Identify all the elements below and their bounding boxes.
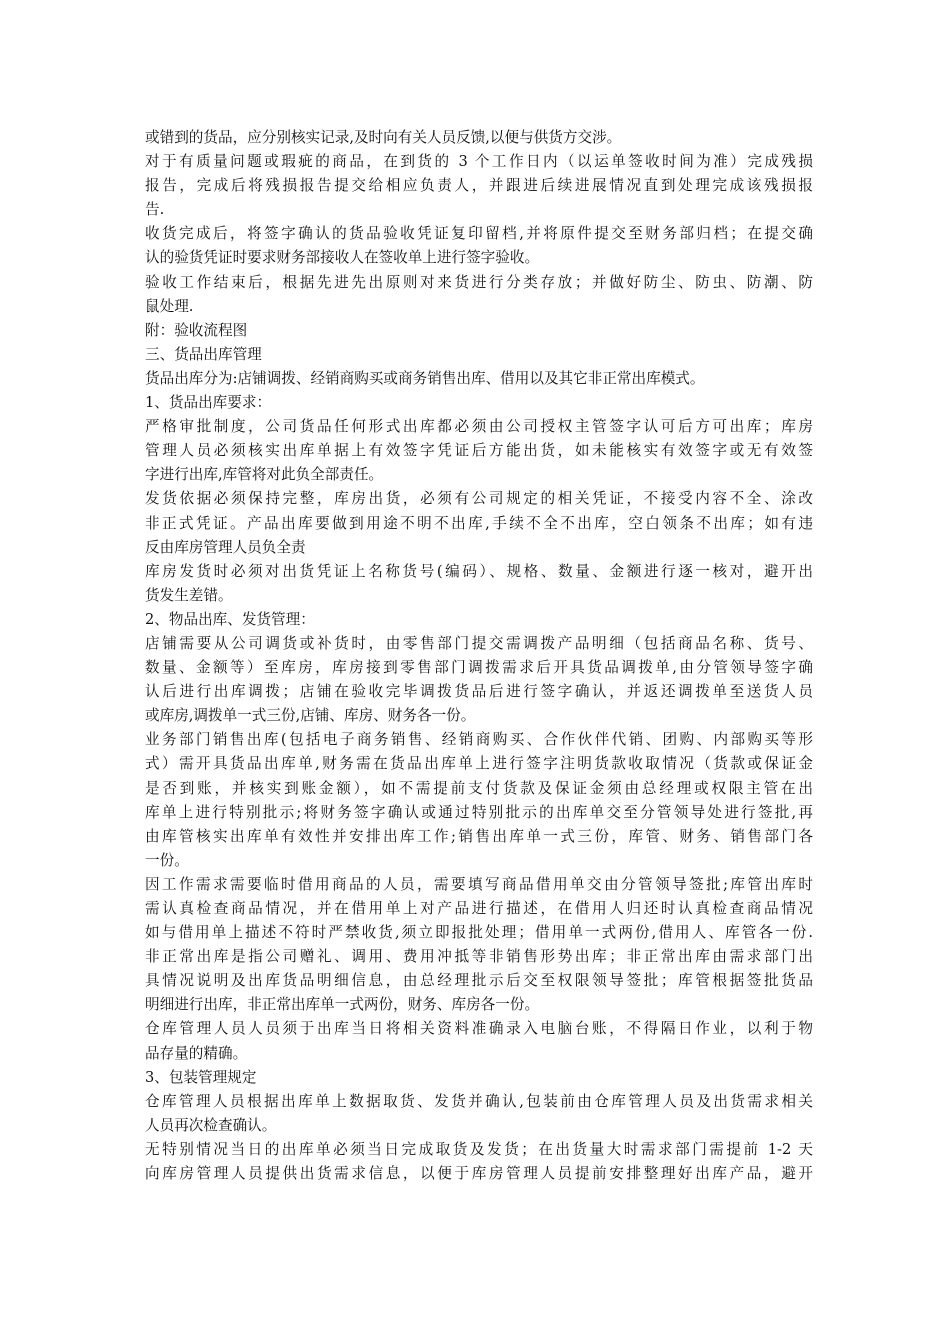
text-line: 非正常出库是指公司赠礼、调用、费用冲抵等非销售形势出库；非正常出库由需求部门出 (145, 948, 813, 966)
text-line: 2、物品出库、发货管理： (145, 610, 315, 628)
text-line: 具情况说明及出库货品明细信息，由总经理批示后交至权限领导签批；库管根据签批货品 (145, 972, 813, 990)
text-line: 三、货品出库管理 (145, 345, 262, 363)
text-line: 业务部门销售出库(包括电子商务销售、经销商购买、合作伙伴代销、团购、内部购买等形 (145, 731, 813, 749)
text-line: 如与借用单上描述不符时严禁收货,须立即报批处理；借用单一式两份,借用人、库管各一份. (145, 924, 813, 942)
text-line: 库房发货时必须对出货凭证上名称货号(编码）、规格、数量、金额进行逐一核对，避开出 (145, 562, 813, 580)
text-line: 库单上进行特别批示;将财务签字确认或通过特别批示的出库单交至分管领导处进行签批,再 (145, 803, 813, 821)
text-line: 反由库房管理人员负全责 (145, 538, 306, 556)
text-line: 收货完成后，将签字确认的货品验收凭证复印留档,并将原件提交至财务部归档；在提交确 (145, 225, 813, 243)
text-line: 货发生差错。 (145, 586, 233, 604)
text-line: 式）需开具货品出库单,财务需在货品出库单上进行签字注明货款收取情况（货款或保证金 (145, 755, 813, 773)
text-line: 认后进行出库调拨；店铺在验收完毕调拨货品后进行签字确认，并返还调拨单至送货人员 (145, 683, 813, 701)
text-line: 报告，完成后将残损报告提交给相应负责人，并跟进后续进展情况直到处理完成该残损报 (145, 177, 813, 195)
text-line: 仓库管理人员根据出库单上数据取货、发货并确认,包装前由仓库管理人员及出货需求相关 (145, 1092, 813, 1110)
text-line: 1、货品出库要求： (145, 394, 272, 412)
text-line: 数量、金额等）至库房，库房接到零售部门调拨需求后开具货品调拨单,由分管领导签字确 (145, 659, 813, 677)
text-line: 由库管核实出库单有效性并安排出库工作;销售出库单一式三份，库管、财务、销售部门各 (145, 827, 813, 845)
text-line: 仓库管理人员人员须于出库当日将相关资料准确录入电脑台账，不得隔日作业，以利于物 (145, 1020, 813, 1038)
text-line: 字进行出库,库管将对此负全部责任。 (145, 466, 384, 484)
text-line: 货品出库分为:店铺调拨、经销商购买或商务销售出库、借用以及其它非正常出库模式。 (145, 369, 705, 387)
text-line: 告. (145, 201, 165, 219)
text-line: 或库房,调拨单一式三份,店铺、库房、财务各一份。 (145, 707, 476, 725)
text-line: 店铺需要从公司调货或补货时，由零售部门提交需调拨产品明细（包括商品名称、货号、 (145, 634, 813, 652)
text-line: 人员再次检查确认。 (145, 1116, 277, 1134)
text-line: 验收工作结束后，根据先进先出原则对来货进行分类存放；并做好防尘、防虫、防潮、防 (145, 273, 813, 291)
text-line: 附：验收流程图 (145, 321, 248, 339)
text-line: 严格审批制度，公司货品任何形式出库都必须由公司授权主管签字认可后方可出库；库房 (145, 418, 813, 436)
text-line: 是否到账，并核实到账金额），如不需提前支付货款及保证金须由总经理或权限主管在出 (145, 779, 813, 797)
text-line: 向库房管理人员提供出货需求信息，以便于库房管理人员提前安排整理好出库产品，避开 (145, 1165, 813, 1183)
document-page (145, 126, 813, 1186)
text-line: 非正式凭证。产品出库要做到用途不明不出库,手续不全不出库，空白领条不出库；如有违 (145, 514, 813, 532)
text-line: 认的验货凭证时要求财务部接收人在签收单上进行签字验收。 (145, 249, 540, 267)
text-line: 需认真检查商品情况，并在借用单上对产品进行描述，在借用人归还时认真检查商品情况 (145, 900, 813, 917)
text-line: 3、包装管理规定 (145, 1068, 257, 1086)
text-line: 发货依据必须保持完整，库房出货，必须有公司规定的相关凭证，不接受内容不全、涂改 (145, 490, 813, 508)
text-line: 一份。 (145, 851, 189, 869)
text-line: 因工作需求需要临时借用商品的人员，需要填写商品借用单交由分管领导签批;库管出库时 (145, 875, 813, 893)
text-line: 品存量的精确。 (145, 1044, 248, 1062)
text-line: 鼠处理. (145, 297, 194, 315)
text-line: 管理人员必须核实出库单据上有效签字凭证后方能出货，如未能核实有效签字或无有效签 (145, 442, 813, 460)
text-line: 或错到的货品，应分别核实记录,及时向有关人员反馈,以便与供货方交涉。 (145, 129, 622, 146)
text-line: 明细进行出库，非正常出库单一式两份，财务、库房各一份。 (145, 996, 540, 1014)
text-line: 无特别情况当日的出库单必须当日完成取货及发货；在出货量大时需求部门需提前 1-2 天 (145, 1140, 813, 1158)
text-line: 对于有质量问题或瑕疵的商品，在到货的 3 个工作日内（以运单签收时间为准）完成残损 (145, 153, 813, 171)
